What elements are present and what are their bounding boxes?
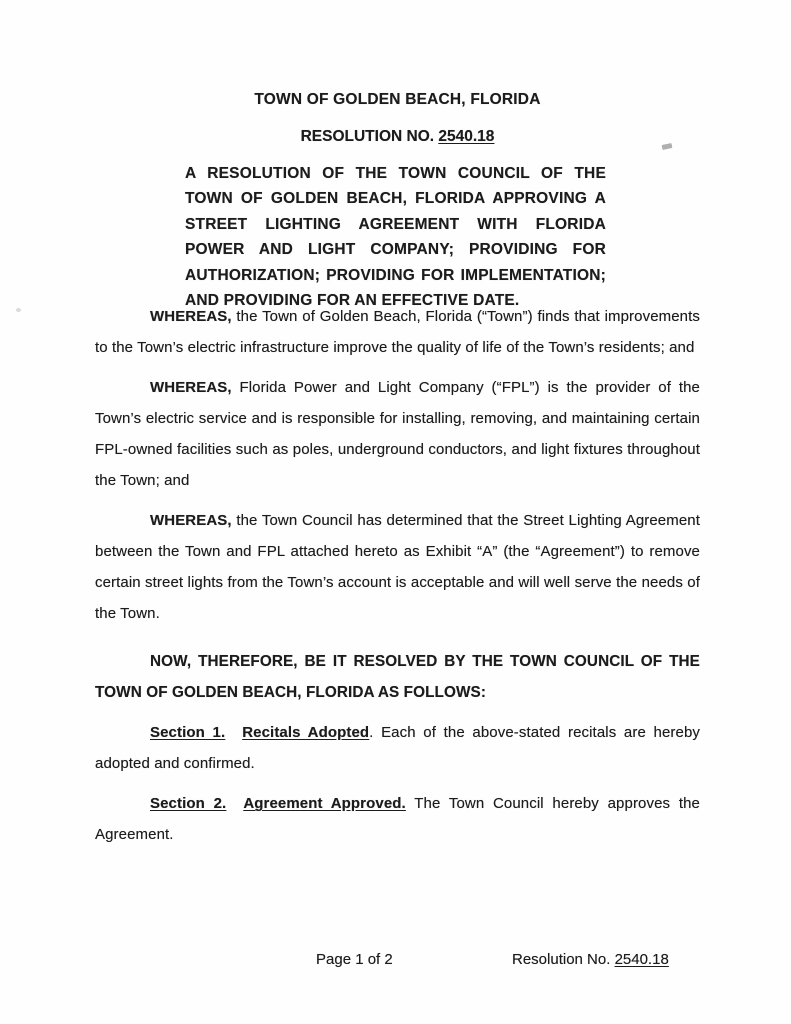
- section-2-label: Section 2.: [150, 795, 227, 813]
- section-2-paragraph: [95, 788, 700, 850]
- resolution-number-line: [95, 127, 700, 147]
- document-title: TOWN OF GOLDEN BEACH, FLORIDA: [254, 91, 541, 108]
- footer-resolution-label: Resolution No.: [512, 951, 615, 968]
- recital-paragraph-2: [95, 372, 700, 496]
- section-1-label: Section 1.: [150, 724, 226, 742]
- section-1-text: . Each of the above-stated recitals are hereby adopted and confirmed.: [95, 724, 700, 773]
- section-2-text: The Town Council hereby approves the Agreement.: [95, 795, 700, 844]
- whereas-lead-1: WHEREAS,: [150, 308, 232, 326]
- page-number-indicator: Page 1 of 2: [316, 951, 393, 968]
- resolution-label: RESOLUTION NO.: [300, 128, 439, 145]
- whereas-lead-3: WHEREAS,: [150, 512, 232, 530]
- section-2-title: Agreement Approved.: [243, 795, 406, 813]
- footer-resolution-number: 2540.18: [614, 951, 669, 968]
- resolution-caption: A RESOLUTION OF THE TOWN COUNCIL OF THE TOWN OF GOLDEN BEACH, FLORIDA APPROVING A STREET LIGHTING AGREEMENT WITH FLORIDA POWER AND LIGHT COMPANY; PROVIDING FOR AUTHORIZATION; PROVIDING FOR IMPLEMENTATION; AND PROVIDING FOR AN EFFECTIVE DATE.: [185, 165, 606, 310]
- recital-paragraph-1: [95, 301, 700, 363]
- resolution-number: 2540.18: [438, 128, 495, 145]
- section-1-paragraph: [95, 717, 700, 779]
- recital-text-3: the Town Council has determined that the Street Lighting Agreement between the Town and FPL attached hereto as Exhibit “A” (the “Agreement”) to remove certain street lights from the Town’s account is acceptable and will well serve the needs of the Town.: [95, 512, 700, 623]
- section-1-title: Recitals Adopted: [242, 724, 370, 742]
- scan-artifact-speck: [16, 308, 21, 312]
- recital-text-1: the Town of Golden Beach, Florida (“Town”) finds that improvements to the Town’s electric infrastructure improve the quality of life of the Town’s residents; and: [95, 308, 700, 357]
- whereas-lead-2: WHEREAS,: [150, 379, 232, 397]
- recital-text-2: Florida Power and Light Company (“FPL”) is the provider of the Town’s electric service and is responsible for installing, removing, and maintaining certain FPL-owned facilities such as poles, underground conductors, and light fixtures throughout the Town; and: [95, 379, 700, 490]
- resolved-clause: NOW, THEREFORE, BE IT RESOLVED BY THE TOWN COUNCIL OF THE TOWN OF GOLDEN BEACH, FLORIDA AS FOLLOWS:: [95, 653, 700, 702]
- footer-resolution-reference: [512, 951, 669, 968]
- recital-paragraph-3: [95, 505, 700, 629]
